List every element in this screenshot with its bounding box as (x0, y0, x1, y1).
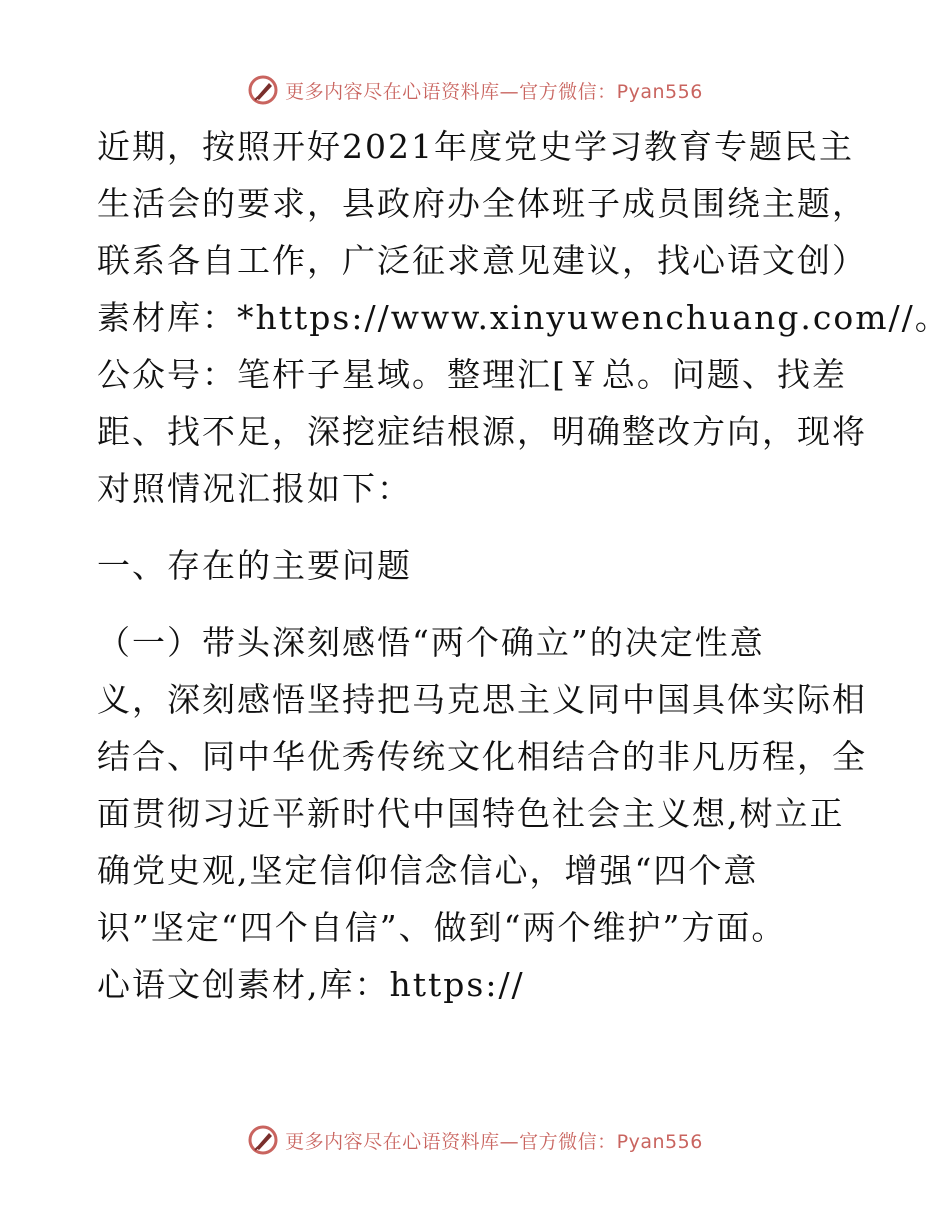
header-banner (0, 70, 950, 110)
subsection-line-3: 结合、同中华优秀传统文化相结合的非凡历程，全 (97, 737, 867, 776)
header-banner-text: 更多内容尽在心语资料库—官方微信：Pyan556 (285, 80, 703, 103)
subsection-line-7: 心语文创素材,库：https:// (97, 965, 525, 1004)
intro-line-1: 近期，按照开好2021年度党史学习教育专题民主 (97, 127, 854, 166)
subsection-line-2: 义，深刻感悟坚持把马克思主义同中国具体实际相 (97, 680, 867, 719)
quill-logo-icon (247, 74, 279, 106)
subsection-line-4: 面贯彻习近平新时代中国特色社会主义想,树立正 (97, 794, 845, 833)
intro-line-5: 公众号：笔杆子星域。整理汇[￥总。问题、找差 (97, 355, 847, 394)
subsection-line-1: （一）带头深刻感悟“两个确立”的决定性意 (97, 623, 765, 662)
subsection-line-5: 确党史观,坚定信仰信念信心，增强“四个意 (97, 851, 759, 890)
intro-line-4: 素材库：*https://www.xinyuwenchuang.com//。 (97, 298, 950, 337)
subsection-line-6: 识”坚定“四个自信”、做到“两个维护”方面。 (97, 908, 787, 947)
intro-line-2: 生活会的要求，县政府办全体班子成员围绕主题， (97, 184, 867, 223)
section-heading: 一、存在的主要问题 (97, 546, 412, 585)
quill-logo-icon (247, 1124, 279, 1156)
footer-banner (0, 1120, 950, 1160)
intro-line-6: 距、找不足，深挖症结根源，明确整改方向，现将 (97, 412, 867, 451)
footer-banner-text: 更多内容尽在心语资料库—官方微信：Pyan556 (285, 1130, 703, 1153)
document-body (97, 118, 950, 1013)
intro-line-7: 对照情况汇报如下： (97, 469, 412, 508)
intro-line-3: 联系各自工作，广泛征求意见建议，找心语文创） (97, 241, 867, 280)
